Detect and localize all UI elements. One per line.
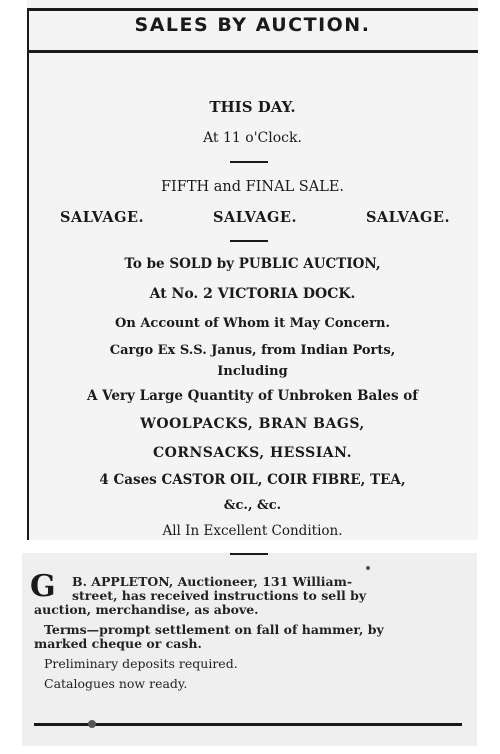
deposits-line: Preliminary deposits required. bbox=[44, 656, 238, 671]
salvage-row bbox=[60, 209, 450, 226]
catalogues-line: Catalogues now ready. bbox=[44, 676, 188, 691]
divider-1 bbox=[230, 161, 268, 163]
divider-3 bbox=[230, 553, 268, 555]
ink-dot bbox=[366, 566, 370, 570]
salvage-1: SALVAGE. bbox=[60, 209, 145, 226]
notice-line: &c., &c. bbox=[223, 498, 282, 513]
salvage-3: SALVAGE. bbox=[365, 209, 450, 226]
terms-line-2: marked cheque or cash. bbox=[34, 636, 202, 651]
heading-rule bbox=[27, 50, 478, 53]
divider-2 bbox=[230, 240, 268, 242]
section-heading: SALES BY AUCTION. bbox=[134, 14, 371, 36]
drop-cap: G bbox=[30, 569, 56, 604]
notice-line: At No. 2 VICTORIA DOCK. bbox=[149, 286, 356, 302]
notice-line: To be SOLD by PUBLIC AUCTION, bbox=[124, 256, 381, 272]
notice-line: CORNSACKS, HESSIAN. bbox=[153, 445, 352, 461]
notice-line: All In Excellent Condition. bbox=[162, 523, 343, 539]
top-rule bbox=[27, 8, 478, 11]
auctioneer-line-1: B. APPLETON, Auctioneer, 131 William- bbox=[72, 574, 353, 589]
terms-line-1: Terms—prompt settlement on fall of hammer, by bbox=[44, 622, 384, 637]
auctioneer-line-3: auction, merchandise, as above. bbox=[34, 602, 259, 617]
notice-line: Cargo Ex S.S. Janus, from Indian Ports, bbox=[109, 343, 396, 358]
bottom-rule bbox=[34, 723, 462, 726]
notice-line: On Account of Whom it May Concern. bbox=[115, 316, 390, 331]
time-line-1: THIS DAY. bbox=[209, 98, 296, 116]
salvage-2: SALVAGE. bbox=[212, 209, 298, 226]
notice-line: WOOLPACKS, BRAN BAGS, bbox=[140, 416, 365, 432]
notice-line: 4 Cases CASTOR OIL, COIR FIBRE, TEA, bbox=[99, 472, 406, 488]
sale-line: FIFTH and FINAL SALE. bbox=[160, 179, 345, 195]
auctioneer-line-2: street, has received instructions to sell by bbox=[72, 588, 367, 603]
notice-line: Including bbox=[217, 364, 288, 379]
time-line-2: At 11 o'Clock. bbox=[203, 130, 302, 146]
notice-line: A Very Large Quantity of Unbroken Bales of bbox=[86, 388, 419, 404]
ink-dot bbox=[88, 720, 96, 728]
